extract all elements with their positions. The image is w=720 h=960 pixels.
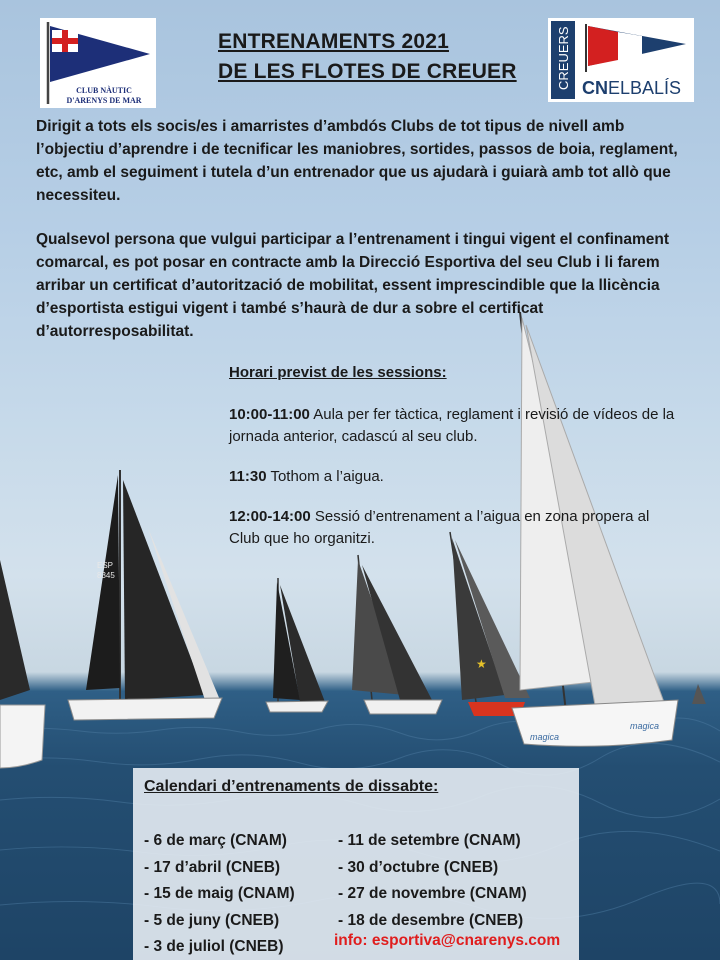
svg-text:CNELBALÍS (582, 78, 681, 98)
schedule-description: Tothom a l’aigua. (266, 468, 384, 485)
creuers-flag-icon (548, 18, 694, 102)
calendar-date: - 30 d’octubre (CNEB) (338, 858, 499, 876)
schedule-description: Sessió d’entrenament a l’aigua en zona propera al Club que ho organitzi. (229, 508, 650, 547)
schedule-entry (229, 404, 679, 448)
schedule-heading: Horari previst de les sessions: (229, 364, 447, 381)
club-nautic-arenys-logo (40, 18, 156, 108)
calendar-heading: Calendari d’entrenaments de dissabte: (144, 778, 439, 795)
saturday-calendar-box (133, 768, 579, 960)
calendar-date: - 17 d’abril (CNEB) (144, 858, 281, 876)
calendar-date: - 11 de setembre (CNAM) (338, 832, 521, 849)
calendar-column-left (144, 828, 295, 960)
schedule-time: 11:30 (229, 468, 267, 485)
mobility-paragraph: Qualsevol persona que vulgui participar a l’entrenament i tingui vigent el confinament comarcal, es pot posar en contracte amb la Direcció Esportiva del seu Club i li farem arribar un certificat d’autorització de mobilitat, essent imprescindible que la llicència d’esportista estigui vigent i també s’haurà de dur a sobre el certificat d’autorresposabilitat. (36, 231, 670, 340)
calendar-date: - 5 de juny (CNEB) (144, 911, 280, 929)
schedule-entry (229, 466, 679, 488)
burgee-icon (40, 18, 156, 108)
poster-title-line1: ENTRENAMENTS 2021 (218, 30, 449, 53)
calendar-date: - 27 de novembre (CNAM) (338, 885, 527, 902)
logo-right-cn: CN (582, 78, 608, 98)
intro-paragraph: Dirigit a tots els socis/es i amarristes d’ambdós Clubs de tot tipus de nivell amb l’objectiu d’aprendre i de tecnificar les maniobres, sortides, passos de boia, reglament, etc, amb el seguiment i tutela d’un entrenador que us ajudarà i guiarà amb tot allò que necessiteu. (36, 118, 678, 204)
boat-name-right: magica (630, 721, 660, 731)
boat-name-left: magica (530, 732, 560, 742)
session-schedule (229, 362, 679, 568)
logo-right-side-text: CREUERS (556, 26, 571, 90)
logo-left-line1: CLUB NÀUTIC (76, 86, 132, 95)
logo-left-line2: D'ARENYS DE MAR (66, 96, 142, 105)
sailboat-grey-center (352, 555, 442, 714)
calendar-date: - 6 de març (CNAM) (144, 832, 287, 849)
schedule-time: 12:00-14:00 (229, 508, 311, 525)
sailboat-esp-8345 (68, 470, 222, 720)
contact-email: info: esportiva@cnarenys.com (334, 932, 561, 949)
sailboat-small-center (266, 578, 328, 712)
calendar-date: - 15 de maig (CNAM) (144, 885, 295, 902)
sailboat-distant (692, 684, 706, 704)
calendar-column-right (338, 828, 527, 934)
poster-title-line2: DE LES FLOTES DE CREUER (218, 60, 517, 83)
sail-number-esp: ESP (97, 561, 114, 570)
cn-el-balis-logo (548, 18, 694, 102)
logo-right-elbalis: ELBALÍS (608, 78, 682, 98)
schedule-description: Aula per fer tàctica, reglament i revisió de vídeos de la jornada anterior, cadascú al seu club. (229, 406, 675, 445)
sailboat-left-edge (0, 560, 45, 768)
schedule-entry (229, 506, 679, 550)
calendar-date: - 18 de desembre (CNEB) (338, 911, 524, 929)
svg-text:★: ★ (476, 657, 487, 671)
schedule-time: 10:00-11:00 (229, 406, 310, 423)
calendar-date: - 3 de juliol (CNEB) (144, 938, 284, 955)
sail-number: 8345 (97, 571, 115, 580)
